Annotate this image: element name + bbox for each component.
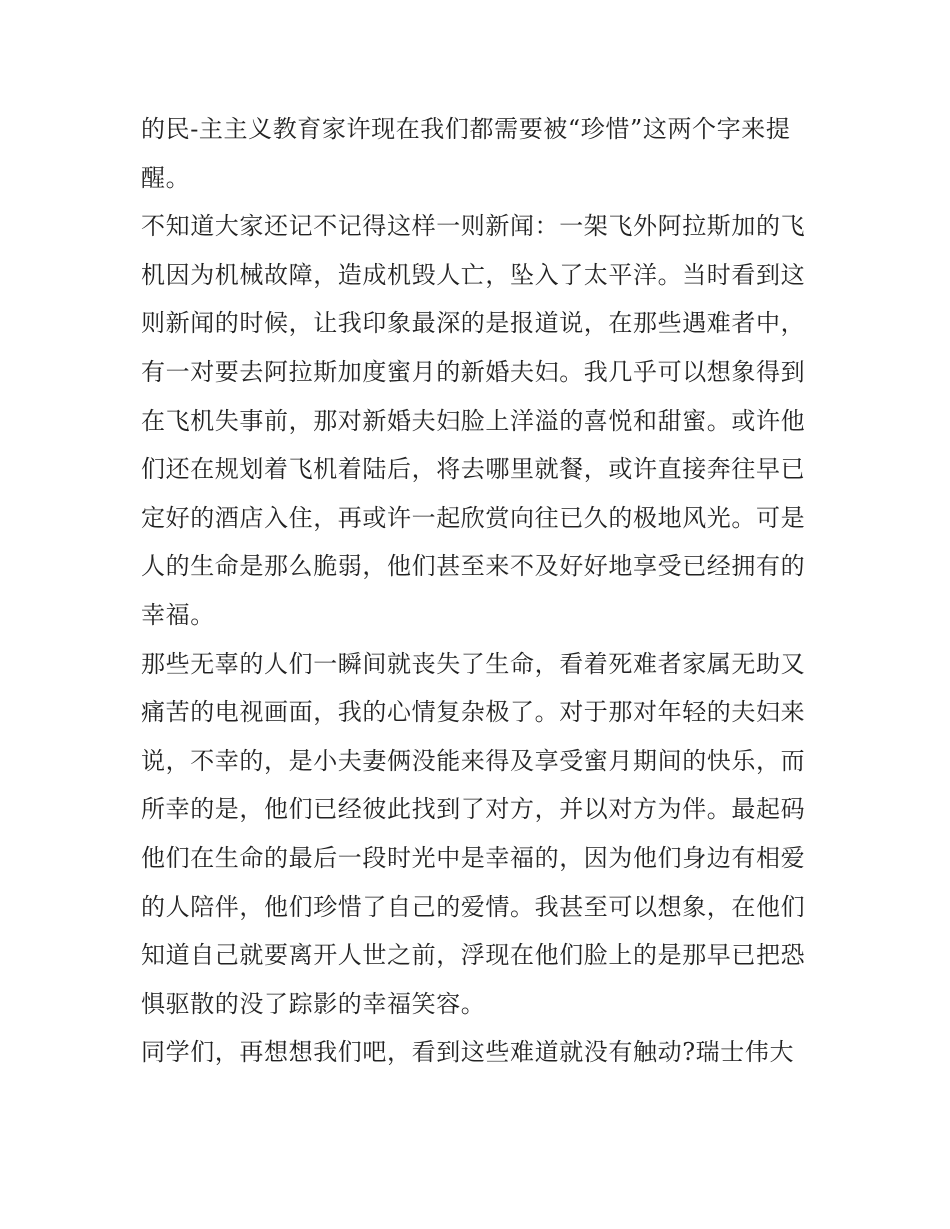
text-line: 醒。 (141, 163, 191, 192)
text-line: 机因为机械故障，造成机毁人亡，坠入了太平洋。当时看到这 (141, 260, 806, 289)
text-line: 定好的酒店入住，再或许一起欣赏向往已久的极地风光。可是 (141, 503, 806, 532)
text-line: 的人陪伴，他们珍惜了自己的爱情。我甚至可以想象，在他们 (141, 892, 806, 921)
text-line: 幸福。 (141, 600, 215, 629)
text-line: 的民-主主义教育家许现在我们都需要被“珍惜”这两个字来提 (141, 115, 791, 143)
body-text (141, 105, 821, 1077)
text-line: 痛苦的电视画面，我的心情复杂极了。对于那对年轻的夫妇来 (141, 698, 806, 727)
text-line: 们还在规划着飞机着陆后，将去哪里就餐，或许直接奔往早已 (141, 455, 806, 484)
text-line: 人的生命是那么脆弱，他们甚至来不及好好地享受已经拥有的 (141, 552, 806, 581)
text-line: 则新闻的时候，让我印象最深的是报道说，在那些遇难者中， (141, 309, 806, 338)
text-line: 有一对要去阿拉斯加度蜜月的新婚夫妇。我几乎可以想象得到 (141, 357, 806, 386)
text-line: 那些无辜的人们一瞬间就丧失了生命，看着死难者家属无助又 (141, 649, 806, 678)
text-line: 所幸的是，他们已经彼此找到了对方，并以对方为伴。最起码 (141, 795, 806, 824)
text-line: 在飞机失事前，那对新婚夫妇脸上洋溢的喜悦和甜蜜。或许他 (141, 406, 806, 435)
text-line: 他们在生命的最后一段时光中是幸福的，因为他们身边有相爱 (141, 843, 806, 872)
text-line: 惧驱散的没了踪影的幸福笑容。 (141, 989, 486, 1018)
text-line: 同学们，再想想我们吧，看到这些难道就没有触动?瑞士伟大 (141, 1038, 795, 1067)
text-line: 不知道大家还记不记得这样一则新闻：一架飞外阿拉斯加的飞 (141, 212, 806, 241)
text-line: 说，不幸的，是小夫妻俩没能来得及享受蜜月期间的快乐，而 (141, 746, 806, 775)
text-line: 知道自己就要离开人世之前，浮现在他们脸上的是那早已把恐 (141, 941, 806, 970)
